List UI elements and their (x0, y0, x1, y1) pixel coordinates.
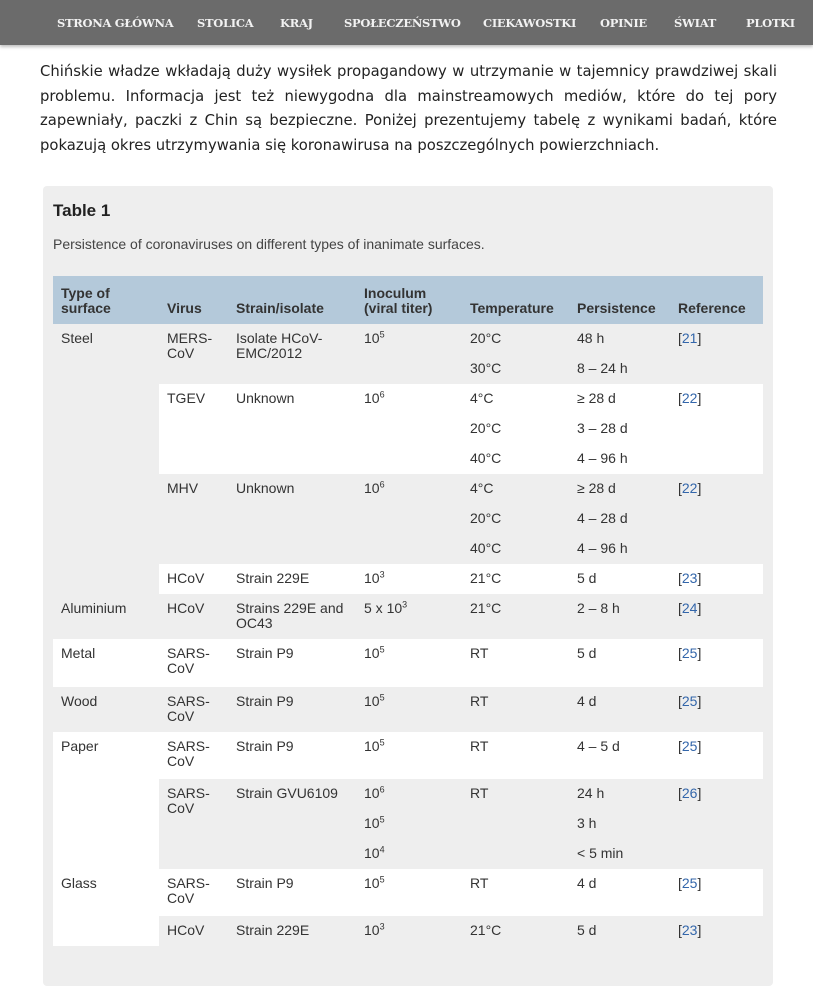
reference-link[interactable]: 24 (681, 600, 698, 616)
cell-inoculum: $10^5$ (356, 869, 462, 916)
cell-reference: [26] (670, 779, 763, 869)
table-title: Table 1 (53, 201, 111, 220)
cell-strain: Strain 229E (228, 916, 356, 946)
table-caption: Persistence of coronaviruses on different types of inanimate surfaces. (53, 236, 485, 252)
cell-persistence: 5 d (569, 916, 670, 946)
cell-virus: TGEV (159, 384, 228, 474)
cell-inoculum: $10^6$ (356, 384, 462, 474)
cell-reference: [21] (670, 324, 763, 384)
cell-surface: Paper (53, 732, 159, 869)
cell-inoculum: $10^5$ (356, 324, 462, 384)
cell-inoculum: $10^5$ (356, 687, 462, 732)
cell-inoculum: $10^3$ (356, 564, 462, 594)
reference-link[interactable]: 23 (681, 922, 698, 938)
cell-reference: [22] (670, 384, 763, 474)
cell-strain: Isolate HCoV-EMC/2012 (228, 324, 356, 384)
cell-reference: [25] (670, 687, 763, 732)
cell-strain: Strains 229E and OC43 (228, 594, 356, 639)
cell-surface: Metal (53, 639, 159, 687)
cell-reference: [25] (670, 639, 763, 687)
cell-reference: [23] (670, 564, 763, 594)
table-row (53, 594, 763, 639)
nav-gossip[interactable]: PLOTKI (746, 16, 795, 30)
header-type-of-surface: Type of surface (53, 276, 159, 324)
cell-temperature: 20°C (462, 414, 569, 444)
cell-persistence: < 5 min (569, 839, 670, 869)
cell-persistence: 4 d (569, 687, 670, 732)
table-header-row (53, 276, 763, 324)
cell-surface: Wood (53, 687, 159, 732)
table-row (53, 687, 763, 732)
cell-persistence: 2 – 8 h (569, 594, 670, 639)
table-row (53, 639, 763, 687)
cell-virus: SARS-CoV (159, 687, 228, 732)
cell-strain: Strain P9 (228, 687, 356, 732)
cell-persistence: 4 – 28 d (569, 504, 670, 534)
header-virus: Virus (159, 276, 228, 324)
cell-temperature: 20°C (462, 504, 569, 534)
cell-persistence: 4 – 96 h (569, 444, 670, 474)
cell-inoculum: $10^5$ (356, 639, 462, 687)
reference-link[interactable]: 25 (681, 693, 698, 709)
cell-strain: Unknown (228, 384, 356, 474)
cell-temperature: RT (462, 687, 569, 732)
reference-link[interactable]: 26 (681, 785, 698, 801)
cell-virus: HCoV (159, 594, 228, 639)
cell-persistence: 24 h (569, 779, 670, 809)
nav-opinions[interactable]: OPINIE (600, 16, 647, 30)
nav-capital[interactable]: STOLICA (197, 16, 254, 30)
cell-virus: HCoV (159, 564, 228, 594)
cell-inoculum: 5 x $10^3$ (356, 594, 462, 639)
article-paragraph: Chińskie władze wkładają duży wysiłek propagandowy w utrzymanie w tajemnicy prawdziwej skali problemu. Informacja jest też niewygodna dla mainstreamowych mediów, które do tej pory zapewniały, paczki z Chin są bezpieczne. Poniżej prezentujemy tabelę z wynikami badań, które pokazują okres utrzymywania się koronawirusa na poszczególnych powierzchniach. (40, 63, 777, 154)
nav-society[interactable]: SPOŁECZEŃSTWO (344, 16, 461, 30)
cell-temperature: 40°C (462, 444, 569, 474)
cell-persistence: 4 – 96 h (569, 534, 670, 564)
cell-persistence: 4 – 5 d (569, 732, 670, 779)
cell-strain: Strain GVU6109 (228, 779, 356, 869)
cell-inoculum: $10^6$ (356, 474, 462, 564)
cell-strain: Strain P9 (228, 732, 356, 779)
table-row (53, 779, 763, 809)
table-row (53, 564, 763, 594)
cell-virus: MERS-CoV (159, 324, 228, 384)
cell-persistence: 5 d (569, 564, 670, 594)
reference-link[interactable]: 23 (681, 570, 698, 586)
cell-persistence: ≥ 28 d (569, 474, 670, 504)
cell-inoculum: $10^3$ (356, 916, 462, 946)
header-inoculum: Inoculum (viral titer) (356, 276, 462, 324)
cell-reference: [25] (670, 869, 763, 916)
header-reference: Reference (670, 276, 763, 324)
cell-persistence: 48 h (569, 324, 670, 354)
cell-reference: [23] (670, 916, 763, 946)
cell-temperature: 4°C (462, 474, 569, 504)
cell-surface: Glass (53, 869, 159, 946)
cell-temperature: 21°C (462, 564, 569, 594)
cell-inoculum: $10^5$ (356, 809, 462, 839)
cell-persistence: 5 d (569, 639, 670, 687)
reference-link[interactable]: 22 (681, 480, 698, 496)
header-strain: Strain/isolate (228, 276, 356, 324)
table-row (53, 732, 763, 779)
reference-link[interactable]: 25 (681, 738, 698, 754)
cell-temperature: 21°C (462, 916, 569, 946)
cell-persistence: 8 – 24 h (569, 354, 670, 384)
top-navigation (0, 0, 813, 45)
cell-inoculum: $10^4$ (356, 839, 462, 869)
table-row (53, 869, 763, 916)
cell-temperature: 30°C (462, 354, 569, 384)
cell-strain: Unknown (228, 474, 356, 564)
cell-temperature: 40°C (462, 534, 569, 564)
cell-temperature: 20°C (462, 324, 569, 354)
cell-temperature: 21°C (462, 594, 569, 639)
nav-world[interactable]: ŚWIAT (674, 16, 716, 30)
table-row (53, 324, 763, 354)
cell-reference: [22] (670, 474, 763, 564)
table-row (53, 916, 763, 946)
cell-temperature: RT (462, 779, 569, 869)
header-temperature: Temperature (462, 276, 569, 324)
cell-strain: Strain P9 (228, 869, 356, 916)
cell-surface: Aluminium (53, 594, 159, 639)
cell-persistence: 4 d (569, 869, 670, 916)
cell-temperature: 4°C (462, 384, 569, 414)
persistence-table (53, 276, 763, 946)
cell-virus: SARS-CoV (159, 639, 228, 687)
cell-inoculum: $10^6$ (356, 779, 462, 809)
cell-virus: SARS-CoV (159, 779, 228, 869)
cell-reference: [24] (670, 594, 763, 639)
table-row (53, 474, 763, 504)
header-persistence: Persistence (569, 276, 670, 324)
cell-persistence: 3 – 28 d (569, 414, 670, 444)
reference-link[interactable]: 22 (681, 390, 698, 406)
cell-reference: [25] (670, 732, 763, 779)
reference-link[interactable]: 25 (681, 645, 698, 661)
cell-persistence: 3 h (569, 809, 670, 839)
reference-link[interactable]: 21 (681, 330, 698, 346)
nav-curiosities[interactable]: CIEKAWOSTKI (483, 16, 577, 30)
cell-temperature: RT (462, 732, 569, 779)
cell-strain: Strain P9 (228, 639, 356, 687)
cell-inoculum: $10^5$ (356, 732, 462, 779)
table-container (43, 186, 773, 986)
nav-home[interactable]: STRONA GŁÓWNA (57, 16, 174, 30)
table-row (53, 384, 763, 414)
cell-temperature: RT (462, 639, 569, 687)
cell-persistence: ≥ 28 d (569, 384, 670, 414)
cell-virus: HCoV (159, 916, 228, 946)
reference-link[interactable]: 25 (681, 875, 698, 891)
cell-virus: MHV (159, 474, 228, 564)
nav-country[interactable]: KRAJ (280, 16, 313, 30)
cell-strain: Strain 229E (228, 564, 356, 594)
cell-temperature: RT (462, 869, 569, 916)
cell-surface: Steel (53, 324, 159, 594)
cell-virus: SARS-CoV (159, 732, 228, 779)
cell-virus: SARS-CoV (159, 869, 228, 916)
